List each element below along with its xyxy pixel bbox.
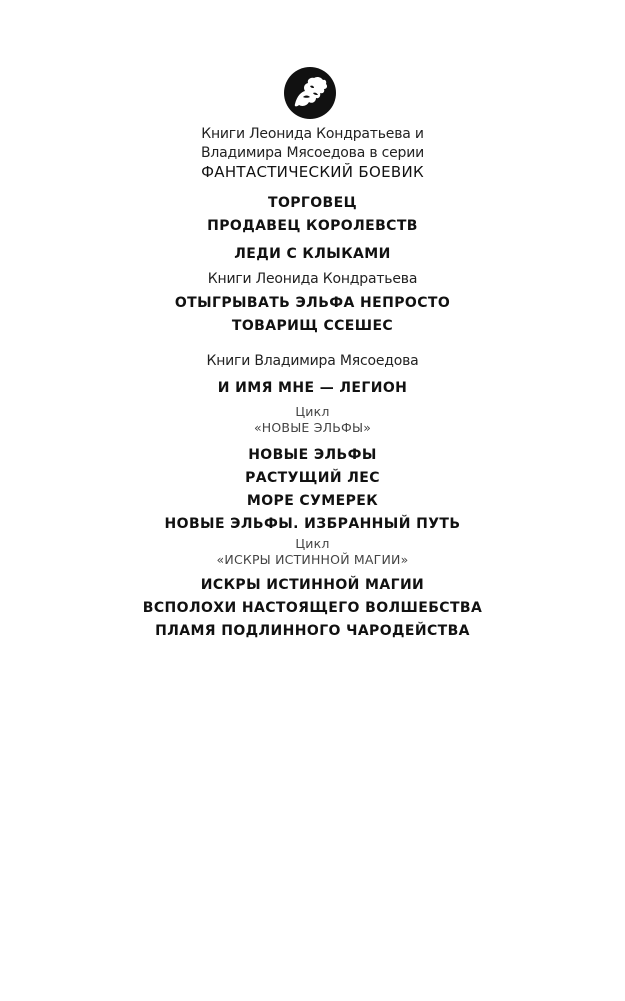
book-title: ЛЕДИ С КЛЫКАМИ <box>234 246 391 262</box>
myasoedov-section <box>0 352 625 371</box>
joint-books-list-2 <box>0 243 625 266</box>
cycle-2-books <box>0 574 625 643</box>
cycle-1-books <box>0 444 625 536</box>
kondratiev-books <box>0 292 625 338</box>
cycle-label: Цикл <box>295 404 330 419</box>
cycle-label: Цикл <box>295 536 330 551</box>
section-heading: Книги Владимира Мясоедова <box>206 353 419 369</box>
book-title: ТОРГОВЕЦ <box>268 195 357 211</box>
book-title: ОТЫГРЫВАТЬ ЭЛЬФА НЕПРОСТО <box>174 295 451 311</box>
book-title: РАСТУЩИЙ ЛЕС <box>245 470 380 486</box>
book-title: НОВЫЕ ЭЛЬФЫ <box>248 447 377 463</box>
book-title: ИСКРЫ ИСТИННОЙ МАГИИ <box>200 577 425 593</box>
book-title: ТОВАРИЩ ССЕШЕС <box>231 318 394 334</box>
cycle-2-header <box>0 536 625 568</box>
dragon-emblem-icon <box>283 66 337 120</box>
header-line-1: Книги Леонида Кондратьева и <box>201 126 424 142</box>
cycle-name: «НОВЫЕ ЭЛЬФЫ» <box>253 420 372 435</box>
book-title: И ИМЯ МНЕ — ЛЕГИОН <box>217 380 408 396</box>
book-title: НОВЫЕ ЭЛЬФЫ. ИЗБРАННЫЙ ПУТЬ <box>164 516 461 532</box>
cycle-name: «ИСКРЫ ИСТИННОЙ МАГИИ» <box>216 552 409 567</box>
section-heading: Книги Леонида Кондратьева <box>207 271 418 287</box>
book-title: ВСПОЛОХИ НАСТОЯЩЕГО ВОЛШЕБСТВА <box>142 600 483 616</box>
cycle-1-header <box>0 404 625 436</box>
book-title: ПРОДАВЕЦ КОРОЛЕВСТВ <box>207 218 418 234</box>
header-line-2: Владимира Мясоедова в серии <box>200 145 425 161</box>
series-name: ФАНТАСТИЧЕСКИЙ БОЕВИК <box>201 163 424 181</box>
book-title: МОРЕ СУМЕРЕК <box>246 493 379 509</box>
myasoedov-books <box>0 377 625 400</box>
book-title: ПЛАМЯ ПОДЛИННОГО ЧАРОДЕЙСТВА <box>155 623 470 639</box>
joint-books-list <box>0 192 625 238</box>
kondratiev-section <box>0 270 625 289</box>
header <box>0 125 625 182</box>
